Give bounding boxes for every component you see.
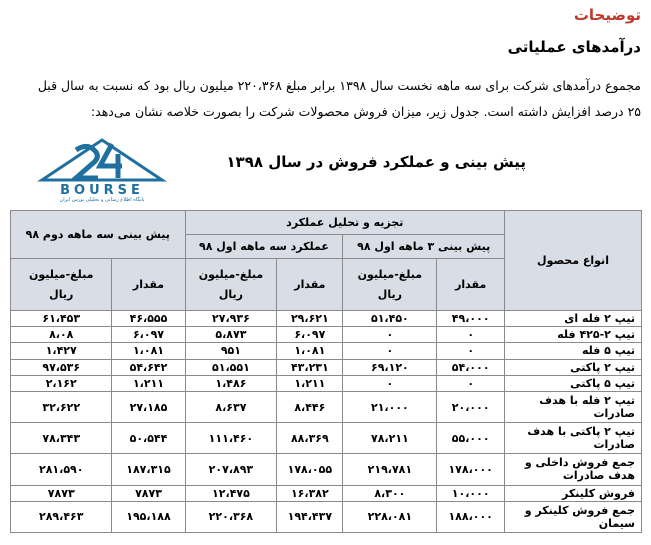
table-cell: ۰	[343, 327, 437, 343]
table-cell: ۸،۴۴۶	[277, 391, 343, 422]
table-cell: ۵،۸۷۳	[185, 327, 277, 343]
table-cell: ۸،۳۰۰	[343, 485, 437, 501]
table-cell: ۴۶،۵۵۵	[112, 311, 185, 327]
table-cell: ۲۸۱،۵۹۰	[11, 454, 112, 485]
table-row	[11, 391, 642, 422]
table-title: پیش بینی و عملکرد فروش در سال ۱۳۹۸	[226, 153, 526, 171]
table-cell: ۱۷۸،۰۵۵	[277, 454, 343, 485]
table-row	[11, 454, 642, 485]
table-cell: ۱،۲۱۱	[277, 375, 343, 391]
row-label: تیپ ۲ پاکتی با هدف صادرات	[505, 423, 642, 454]
logo-wordmark: BOURSE	[60, 183, 144, 198]
table-cell: ۱۷۸،۰۰۰	[437, 454, 505, 485]
table-row	[11, 343, 642, 359]
table-cell: ۹۷،۵۳۶	[11, 359, 112, 375]
table-cell: ۱،۴۲۷	[11, 343, 112, 359]
period-header-2: عملکرد سه ماهه اول ۹۸	[185, 235, 343, 259]
table-cell: ۱،۴۸۶	[185, 375, 277, 391]
table-row	[11, 501, 642, 532]
table-cell: ۹۵۱	[185, 343, 277, 359]
group-header: تجزیه و تحلیل عملکرد	[185, 211, 504, 235]
table-cell: ۲۹،۶۲۱	[277, 311, 343, 327]
table-cell: ۸۸،۳۶۹	[277, 423, 343, 454]
table-cell: ۰	[437, 343, 505, 359]
amount-header: مبلغ-میلیون ریال	[343, 259, 437, 311]
table-cell: ۷۸،۲۱۱	[343, 423, 437, 454]
table-cell: ۱،۰۸۱	[277, 343, 343, 359]
table-cell: ۱۸۸،۰۰۰	[437, 501, 505, 532]
sales-table	[10, 210, 642, 533]
table-row	[11, 423, 642, 454]
row-label: تیپ ۲ فله با هدف صادرات	[505, 391, 642, 422]
table-cell: ۲۱،۰۰۰	[343, 391, 437, 422]
table-cell: ۲۰۷،۸۹۳	[185, 454, 277, 485]
table-cell: ۶،۰۹۷	[277, 327, 343, 343]
table-cell: ۸،۶۳۷	[185, 391, 277, 422]
table-cell: ۰	[343, 343, 437, 359]
row-label: تیپ ۵ فله	[505, 343, 642, 359]
table-cell: ۱۰،۰۰۰	[437, 485, 505, 501]
table-cell: ۵۵،۰۰۰	[437, 423, 505, 454]
table-cell: ۵۴،۰۰۰	[437, 359, 505, 375]
table-cell: ۲۸۹،۴۶۳	[11, 501, 112, 532]
period-header-3: پیش بینی سه ماهه دوم ۹۸	[11, 211, 186, 259]
table-cell: ۱۶،۳۸۲	[277, 485, 343, 501]
qty-header: مقدار	[112, 259, 185, 311]
table-cell: ۴۳،۲۳۱	[277, 359, 343, 375]
table-cell: ۶۱،۴۵۳	[11, 311, 112, 327]
table-row	[11, 485, 642, 501]
table-cell: ۰	[437, 375, 505, 391]
qty-header: مقدار	[437, 259, 505, 311]
table-cell: ۱۹۵،۱۸۸	[112, 501, 185, 532]
amount-header: مبلغ-میلیون ریال	[11, 259, 112, 311]
product-header: انواع محصول	[505, 211, 642, 311]
table-cell: ۲۲۸،۰۸۱	[343, 501, 437, 532]
row-label: جمع فروش داخلی و هدف صادرات	[505, 454, 642, 485]
table-cell: ۲۰،۰۰۰	[437, 391, 505, 422]
row-label: فروش کلینکر	[505, 485, 642, 501]
table-row	[11, 311, 642, 327]
qty-header: مقدار	[277, 259, 343, 311]
section-heading: درآمدهای عملیاتی	[507, 38, 641, 56]
table-cell: ۲۷،۱۸۵	[112, 391, 185, 422]
table-cell: ۱۸۷،۳۱۵	[112, 454, 185, 485]
row-label: تیپ ۲-۴۲۵ فله	[505, 327, 642, 343]
table-cell: ۲۱۹،۷۸۱	[343, 454, 437, 485]
table-cell: ۲،۱۶۲	[11, 375, 112, 391]
table-cell: ۶،۰۹۷	[112, 327, 185, 343]
table-cell: ۲۷،۹۳۶	[185, 311, 277, 327]
amount-header: مبلغ-میلیون ریال	[185, 259, 277, 311]
table-row	[11, 359, 642, 375]
row-label: تیپ ۲ پاکتی	[505, 359, 642, 375]
section-label: توضیحات	[573, 6, 641, 24]
paragraph-line-1: مجموع درآمدهای شرکت برای سه ماهه نخست سال ۱۳۹۸ برابر مبلغ ۲۲۰،۳۶۸ میلیون ریال بود که نسبت به سال قبل	[37, 78, 641, 93]
table-cell: ۶۹،۱۲۰	[343, 359, 437, 375]
table-cell: ۰	[437, 327, 505, 343]
row-label: تیپ ۲ فله ای	[505, 311, 642, 327]
table-cell: ۱۱۱،۴۶۰	[185, 423, 277, 454]
table-cell: ۵۱،۴۵۰	[343, 311, 437, 327]
table-cell: ۲۲۰،۳۶۸	[185, 501, 277, 532]
table-cell: ۸،۰۸	[11, 327, 112, 343]
table-cell: ۱،۰۸۱	[112, 343, 185, 359]
table-cell: ۵۴،۶۴۲	[112, 359, 185, 375]
logo-subtitle: پایگاه اطلاع رسانی و تحلیلی بورس ایران	[59, 197, 145, 202]
table-cell: ۷۸،۳۴۳	[11, 423, 112, 454]
table-cell: ۷۸۷۳	[11, 485, 112, 501]
table-row	[11, 327, 642, 343]
period-header-1: پیش بینی ۳ ماهه اول ۹۸	[343, 235, 505, 259]
table-cell: ۵۰،۵۴۴	[112, 423, 185, 454]
table-cell: ۱،۲۱۱	[112, 375, 185, 391]
table-cell: ۰	[343, 375, 437, 391]
row-label: تیپ ۵ پاکتی	[505, 375, 642, 391]
bourse-logo-icon	[32, 136, 172, 202]
table-cell: ۷۸۷۳	[112, 485, 185, 501]
table-row	[11, 375, 642, 391]
table-cell: ۳۲،۶۲۲	[11, 391, 112, 422]
row-label: جمع فروش کلینکر و سیمان	[505, 501, 642, 532]
paragraph-line-2: ۲۵ درصد افزایش داشته است. جدول زیر، میزان فروش محصولات شرکت را بصورت خلاصه نشان می‌دهد:	[90, 104, 641, 119]
table-cell: ۴۹،۰۰۰	[437, 311, 505, 327]
table-cell: ۵۱،۵۵۱	[185, 359, 277, 375]
bourse-logo	[32, 136, 172, 202]
table-cell: ۱۲،۴۷۵	[185, 485, 277, 501]
table-cell: ۱۹۴،۴۳۷	[277, 501, 343, 532]
